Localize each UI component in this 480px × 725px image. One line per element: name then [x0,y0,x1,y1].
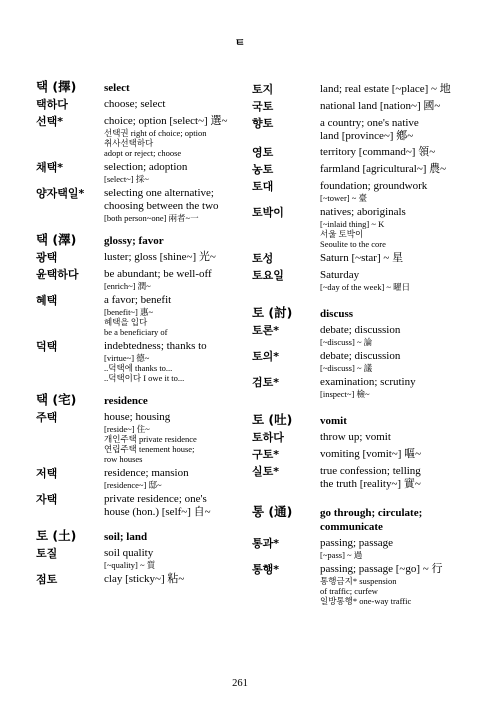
entry-definition: land [province~] 鄕~ [320,130,414,142]
section-taek-residence [36,393,246,519]
section-headword: 통 (通) [252,504,293,519]
entry-headword: 구토* [252,448,280,461]
entry-subentry: adopt or reject; choose [104,148,182,158]
entry-etymology: [select~] 採~ [104,174,149,184]
section-to-soil [36,529,246,587]
entry-headword: 통과* [252,537,280,550]
entry-definition: foundation; groundwork [320,180,428,192]
entry-subentry: of traffic; curfew [320,586,378,596]
section-heading [252,413,452,428]
section-taek-glossy [36,233,246,383]
entry-definition: clay [sticky~] 粘~ [104,573,185,585]
entry-subentry: 연립주택 tenement house; [104,444,195,454]
entry-headword: 주택 [36,411,58,424]
entry [36,294,246,337]
entry [252,431,452,445]
entry-etymology: [~pass] ~ 過 [320,550,363,560]
entry-headword: 토의* [252,350,280,363]
entry-headword: 검토* [252,376,280,389]
entry [36,115,246,158]
section-tong-go-through [252,505,452,606]
entry-definition: natives; aboriginals [320,206,406,218]
section-gloss: glossy; favor [104,235,164,247]
entry-subentry: be a beneficiary of [104,327,168,337]
entry-headword: 윤택하다 [36,268,79,281]
entry [36,268,246,291]
entry-subentry: [benefit~] 惠~ [104,307,154,317]
entry-definition: true confession; telling [320,465,421,477]
entry-headword: 토론* [252,324,280,337]
entry-etymology: [~quality] ~ 質 [104,560,156,570]
section-gloss: residence [104,395,148,407]
entry [252,324,452,347]
entry [252,100,452,114]
section-heading [36,393,246,408]
entry-subentry: 일방통행* one-way traffic [320,596,412,606]
entry-subentry: [virtue~] 德~ [104,353,150,363]
entry-headword: 선택* [36,115,64,128]
entry [252,269,452,292]
section-headword: 토 (吐) [252,412,293,427]
entry-definition: selecting one alternative; [104,187,214,199]
section-gloss: select [104,82,130,94]
entry [252,206,452,249]
entry-subentry: 서울 토박이 [320,229,364,239]
entry [36,411,246,464]
entry-definition: debate; discussion [320,324,401,336]
entry-subentry: [~inlaid thing] ~ K [320,219,385,229]
entry-headword: 덕택 [36,340,58,353]
entry-definition: residence; mansion [104,467,189,479]
entry-subentry: 선택권 right of choice; option [104,128,207,138]
entry-headword: 농토 [252,163,274,176]
entry-subentry: ..덕택에 thanks to... [104,363,173,373]
entry-definition: selection; adoption [104,161,188,173]
entry-definition: farmland [agricultural~] 農~ [320,163,447,175]
entry-headword: 택하다 [36,98,68,111]
entry-etymology: [~discuss] ~ 論 [320,337,373,347]
entry [36,493,246,519]
entry [36,547,246,570]
entry-definition: be abundant; be well-off [104,268,212,280]
entry-subentry: 개인주택 private residence [104,434,197,444]
entry-headword: 혜택 [36,294,58,307]
entry-headword: 향토 [252,117,274,130]
entry-subentry: row houses [104,454,143,464]
entry-headword: 영토 [252,146,274,159]
entry-headword: 토대 [252,180,274,193]
section-heading [36,233,246,248]
entry [252,563,452,606]
entry-headword: 토하다 [252,431,284,444]
entry-definition: a favor; benefit [104,294,172,306]
entry-definition: house (hon.) [self~] 自~ [104,506,211,518]
entry-headword: 토지 [252,83,274,96]
entry-etymology: [~tower] ~ 臺 [320,193,367,203]
section-headword: 토 (討) [252,305,293,320]
entry [36,187,246,223]
entry-subentry: 통행금지* suspension [320,576,397,586]
entry [36,251,246,265]
entry-subentry: ..덕택이다 I owe it to... [104,373,185,383]
entry-definition: debate; discussion [320,350,401,362]
section-gloss: go through; circulate; [320,507,423,519]
entry-headword: 점토 [36,573,58,586]
entry-headword: 채택* [36,161,64,174]
entry-definition: passing; passage [~go] ~ 行 [320,563,443,575]
section-headword: 택 (澤) [36,232,77,247]
entry-headword: 광택 [36,251,58,264]
entry-definition: Saturn [~star] ~ 星 [320,252,404,264]
right-column [252,80,452,606]
entry-definition: a country; one's native [320,117,419,129]
entry-etymology: [enrich~] 潤~ [104,281,151,291]
entry-definition: passing; passage [320,537,394,549]
entry-etymology: [both person~one] 兩者~一 [104,213,199,223]
entry [36,98,246,112]
entry-definition: luster; gloss [shine~] 光~ [104,251,216,263]
entry-definition: choice; option [select~] 選~ [104,115,228,127]
entry [252,180,452,203]
section-headword: 토 (土) [36,528,77,543]
entry [252,163,452,177]
entry-definition: national land [nation~] 國~ [320,100,441,112]
entry-definition: choosing between the two [104,200,219,212]
entry-definition: house; housing [104,411,171,423]
entry-headword: 양자택일* [36,187,85,200]
entry-headword: 저택 [36,467,58,480]
entry-definition: Saturday [320,269,360,281]
section-gloss: discuss [320,308,354,320]
section-heading [252,306,452,321]
entry [36,161,246,184]
entry [36,573,246,587]
section-headword: 택 (宅) [36,392,77,407]
entry-definition: territory [command~] 領~ [320,146,436,158]
entry [36,467,246,490]
entry-etymology: [residence~] 邸~ [104,480,162,490]
entry [252,83,452,97]
entry-subentry: 취사선택하다 [104,138,154,148]
section-gloss: soil; land [104,531,148,543]
section-to-vomit [252,413,452,491]
entry-headword: 토성 [252,252,274,265]
entry-headword: 통행* [252,563,280,576]
entry-etymology: [~day of the week] ~ 曜日 [320,282,411,292]
entry [252,252,452,266]
entry-headword: 국토 [252,100,274,113]
section-taek-select [36,80,246,223]
entry [36,340,246,383]
entry [252,146,452,160]
entry-etymology: [~discuss] ~ 議 [320,363,373,373]
entry-definition: soil quality [104,547,154,559]
entry-subentry: [reside~] 住~ [104,424,150,434]
section-heading [252,505,452,534]
entry-etymology: [inspect~] 檢~ [320,389,370,399]
entry [252,537,452,560]
entry-definition: vomiting [vomit~] 嘔~ [320,448,422,460]
section-gloss-continued: communicate [320,521,383,533]
entry-definition: throw up; vomit [320,431,391,443]
entry [252,448,452,462]
section-to-discuss [252,306,452,399]
section-headword: 택 (擇) [36,79,77,94]
running-head: ㅌ [234,36,246,49]
entry-subentry: 혜택을 입다 [104,317,148,327]
entry-headword: 토박이 [252,206,284,219]
entry-definition: the truth [reality~] 實~ [320,478,421,490]
page-number: 261 [232,678,248,689]
entry-definition: choose; select [104,98,166,110]
left-column [36,80,246,587]
entry-definition: examination; scrutiny [320,376,416,388]
entry-definition: private residence; one's [104,493,207,505]
entry [252,376,452,399]
entry [252,465,452,491]
section-gloss: vomit [320,415,347,427]
entry [252,117,452,143]
section-heading [36,80,246,95]
entry-definition: land; real estate [~place] ~ 地 [320,83,451,95]
entry-headword: 자택 [36,493,58,506]
section-heading [36,529,246,544]
entry [252,350,452,373]
entry-headword: 토요일 [252,269,284,282]
entry-headword: 실토* [252,465,280,478]
entry-headword: 토질 [36,547,58,560]
entry-subentry: Seoulite to the core [320,239,386,249]
section-to-soil-continued [252,83,452,292]
entry-definition: indebtedness; thanks to [104,340,207,352]
